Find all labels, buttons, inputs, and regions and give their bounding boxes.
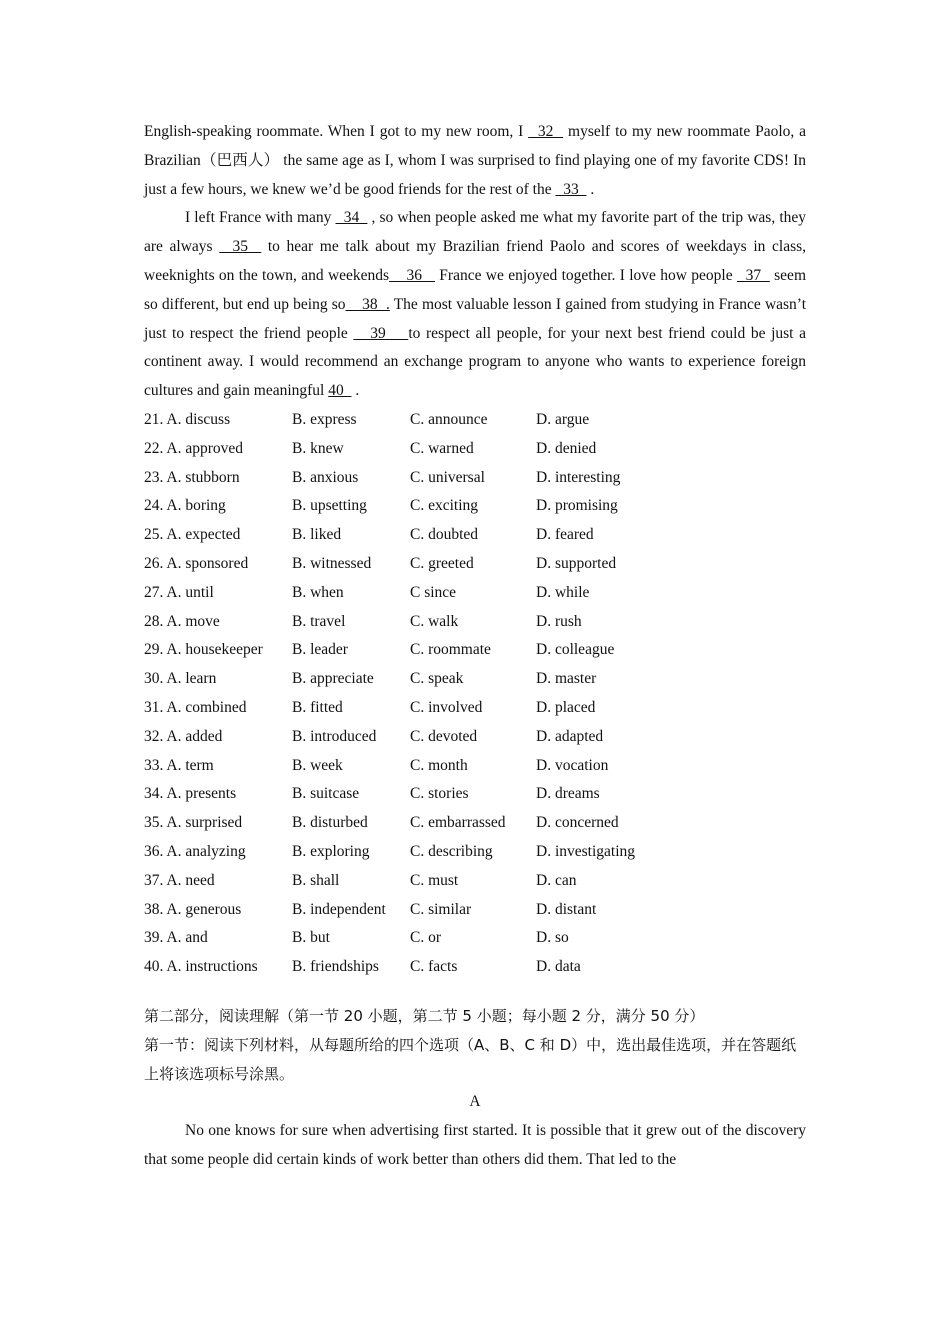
option-row-32 bbox=[144, 723, 806, 752]
passage-paragraph-1 bbox=[144, 118, 806, 204]
option-c: C. embarrassed bbox=[410, 814, 506, 832]
option-a: 33. A. term bbox=[144, 756, 214, 774]
option-a: 39. A. and bbox=[144, 929, 208, 947]
option-b: B. week bbox=[292, 756, 343, 774]
blank-37: 37 bbox=[736, 266, 770, 284]
option-c: C. devoted bbox=[410, 727, 478, 745]
option-row-35 bbox=[144, 809, 806, 838]
blank-35: 35 bbox=[219, 238, 262, 256]
option-b: B. friendships bbox=[292, 958, 379, 976]
blank-33: 33 bbox=[555, 180, 587, 198]
option-a: 38. A. generous bbox=[144, 900, 242, 918]
option-b: B. exploring bbox=[292, 842, 370, 860]
option-c: C. facts bbox=[410, 958, 458, 976]
option-c: C. greeted bbox=[410, 554, 474, 572]
section-instruction: 第一节：阅读下列材料，从每题所给的四个选项（A、B、C 和 D）中，选出最佳选项，并在答题纸上将该选项标号涂黑。 bbox=[144, 1035, 797, 1083]
option-b: B. but bbox=[292, 929, 330, 947]
passage-text: I left France with many bbox=[185, 209, 336, 227]
option-c: C. involved bbox=[410, 698, 483, 716]
option-row-25 bbox=[144, 521, 806, 550]
option-a: 21. A. discuss bbox=[144, 410, 231, 428]
option-b: B. travel bbox=[292, 612, 346, 630]
passage-label: A bbox=[469, 1093, 481, 1111]
option-c: C. speak bbox=[410, 670, 464, 688]
passage-text: myself to my new roommate Paolo, a Brazilian（巴西人） the same age as I, whom I was surprised to find playing one of my favorite CDS! In just a few hours, we knew we’d be good friends for the rest of the bbox=[144, 123, 807, 198]
option-a: 30. A. learn bbox=[144, 670, 217, 688]
option-b: B. leader bbox=[292, 641, 348, 659]
option-row-39 bbox=[144, 924, 806, 953]
option-d: D. placed bbox=[536, 698, 596, 716]
option-a: 36. A. analyzing bbox=[144, 842, 246, 860]
passage-text: France we enjoyed together. I love how people bbox=[434, 266, 737, 284]
option-d: D. data bbox=[536, 958, 581, 976]
option-row-30 bbox=[144, 665, 806, 694]
option-row-22 bbox=[144, 435, 806, 464]
option-c: C since bbox=[410, 583, 457, 601]
option-b: B. fitted bbox=[292, 698, 343, 716]
option-b: B. anxious bbox=[292, 468, 359, 486]
option-d: D. feared bbox=[536, 526, 594, 544]
option-b: B. when bbox=[292, 583, 344, 601]
option-b: B. knew bbox=[292, 439, 344, 457]
option-row-29 bbox=[144, 636, 806, 665]
option-c: C. similar bbox=[410, 900, 472, 918]
option-row-34 bbox=[144, 780, 806, 809]
option-b: B. disturbed bbox=[292, 814, 368, 832]
option-b: B. upsetting bbox=[292, 497, 367, 515]
option-d: D. master bbox=[536, 670, 597, 688]
option-d: D. can bbox=[536, 871, 577, 889]
option-d: D. distant bbox=[536, 900, 597, 918]
option-a: 24. A. boring bbox=[144, 497, 226, 515]
option-b: B. introduced bbox=[292, 727, 377, 745]
option-d: D. vocation bbox=[536, 756, 609, 774]
option-b: B. express bbox=[292, 410, 357, 428]
option-a: 28. A. move bbox=[144, 612, 220, 630]
option-b: B. suitcase bbox=[292, 785, 360, 803]
option-a: 34. A. presents bbox=[144, 785, 237, 803]
reading-section bbox=[144, 1002, 806, 1175]
option-d: D. promising bbox=[536, 497, 618, 515]
passage-text: The most valuable lesson I gained from studying in France wasn’t just to respect the friend people bbox=[144, 295, 806, 342]
option-d: D. denied bbox=[536, 439, 597, 457]
blank-34: 34 bbox=[335, 209, 368, 227]
option-a: 22. A. approved bbox=[144, 439, 244, 457]
option-d: D. argue bbox=[536, 410, 590, 428]
option-c: C. announce bbox=[410, 410, 488, 428]
section-heading: 第二部分，阅读理解（第一节 20 小题，第二节 5 小题；每小题 2 分，满分 50 分） bbox=[144, 1006, 705, 1025]
option-c: C. universal bbox=[410, 468, 485, 486]
blank-39: 39 bbox=[353, 324, 409, 342]
blank-38: 38 . bbox=[345, 295, 390, 313]
option-row-38 bbox=[144, 896, 806, 925]
option-d: D. concerned bbox=[536, 814, 619, 832]
option-a: 26. A. sponsored bbox=[144, 554, 249, 572]
passage-a-text: No one knows for sure when advertising first started. It is possible that it grew out of the discovery that some people did certain kinds of work better than others did them. That led to the bbox=[144, 1122, 806, 1168]
option-c: C. must bbox=[410, 871, 459, 889]
option-a: 40. A. instructions bbox=[144, 958, 258, 976]
option-d: D. dreams bbox=[536, 785, 600, 803]
blank-36: 36 bbox=[389, 266, 435, 284]
option-row-37 bbox=[144, 867, 806, 896]
option-row-33 bbox=[144, 752, 806, 781]
option-row-40 bbox=[144, 953, 806, 982]
option-c: C. doubted bbox=[410, 526, 479, 544]
option-c: C. exciting bbox=[410, 497, 479, 515]
passage-text: to hear me talk about my Brazilian friend Paolo and scores of weekdays in class, weeknights on the town, and weekends bbox=[144, 238, 807, 284]
option-a: 37. A. need bbox=[144, 871, 215, 889]
option-d: D. rush bbox=[536, 612, 582, 630]
options-list bbox=[144, 406, 806, 982]
option-d: D. supported bbox=[536, 554, 617, 572]
option-a: 27. A. until bbox=[144, 583, 214, 601]
option-d: D. so bbox=[536, 929, 569, 947]
passage-text: . bbox=[586, 180, 595, 198]
option-row-23 bbox=[144, 464, 806, 493]
option-a: 31. A. combined bbox=[144, 698, 247, 716]
blank-40: 40 bbox=[328, 382, 352, 400]
option-c: C. walk bbox=[410, 612, 459, 630]
option-a: 23. A. stubborn bbox=[144, 468, 240, 486]
content-area bbox=[144, 118, 806, 1175]
blank-32: 32 bbox=[528, 123, 564, 140]
option-c: C. or bbox=[410, 929, 441, 947]
option-c: C. roommate bbox=[410, 641, 491, 659]
option-b: B. appreciate bbox=[292, 670, 374, 688]
option-row-31 bbox=[144, 694, 806, 723]
option-a: 35. A. surprised bbox=[144, 814, 243, 832]
option-b: B. independent bbox=[292, 900, 386, 918]
option-a: 25. A. expected bbox=[144, 526, 241, 544]
option-a: 29. A. housekeeper bbox=[144, 641, 263, 659]
option-d: D. investigating bbox=[536, 842, 636, 860]
option-d: D. while bbox=[536, 583, 590, 601]
option-b: B. shall bbox=[292, 871, 340, 889]
option-c: C. stories bbox=[410, 785, 469, 803]
passage-text: English-speaking roommate. When I got to my new room, I bbox=[144, 123, 529, 140]
option-row-28 bbox=[144, 608, 806, 637]
passage-text: , so when people asked me what my favorite part of the trip was, they are always bbox=[144, 209, 807, 256]
option-a: 32. A. added bbox=[144, 727, 223, 745]
option-d: D. adapted bbox=[536, 727, 604, 745]
passage-paragraph-2 bbox=[144, 204, 806, 406]
option-d: D. interesting bbox=[536, 468, 621, 486]
option-c: C. describing bbox=[410, 842, 493, 860]
option-c: C. month bbox=[410, 756, 468, 774]
option-d: D. colleague bbox=[536, 641, 615, 659]
option-row-36 bbox=[144, 838, 806, 867]
option-row-21 bbox=[144, 406, 806, 435]
passage-text: to respect all people, for your next best friend could be just a continent away. I would recommend an exchange program to anyone who wants to experience foreign cultures and gain meaningful bbox=[144, 324, 806, 400]
option-row-24 bbox=[144, 492, 806, 521]
option-row-27 bbox=[144, 579, 806, 608]
option-b: B. witnessed bbox=[292, 554, 372, 572]
passage-text: . bbox=[351, 382, 360, 400]
option-b: B. liked bbox=[292, 526, 342, 544]
option-c: C. warned bbox=[410, 439, 474, 457]
option-row-26 bbox=[144, 550, 806, 579]
passage-text: seem so different, but end up being so bbox=[144, 266, 806, 313]
